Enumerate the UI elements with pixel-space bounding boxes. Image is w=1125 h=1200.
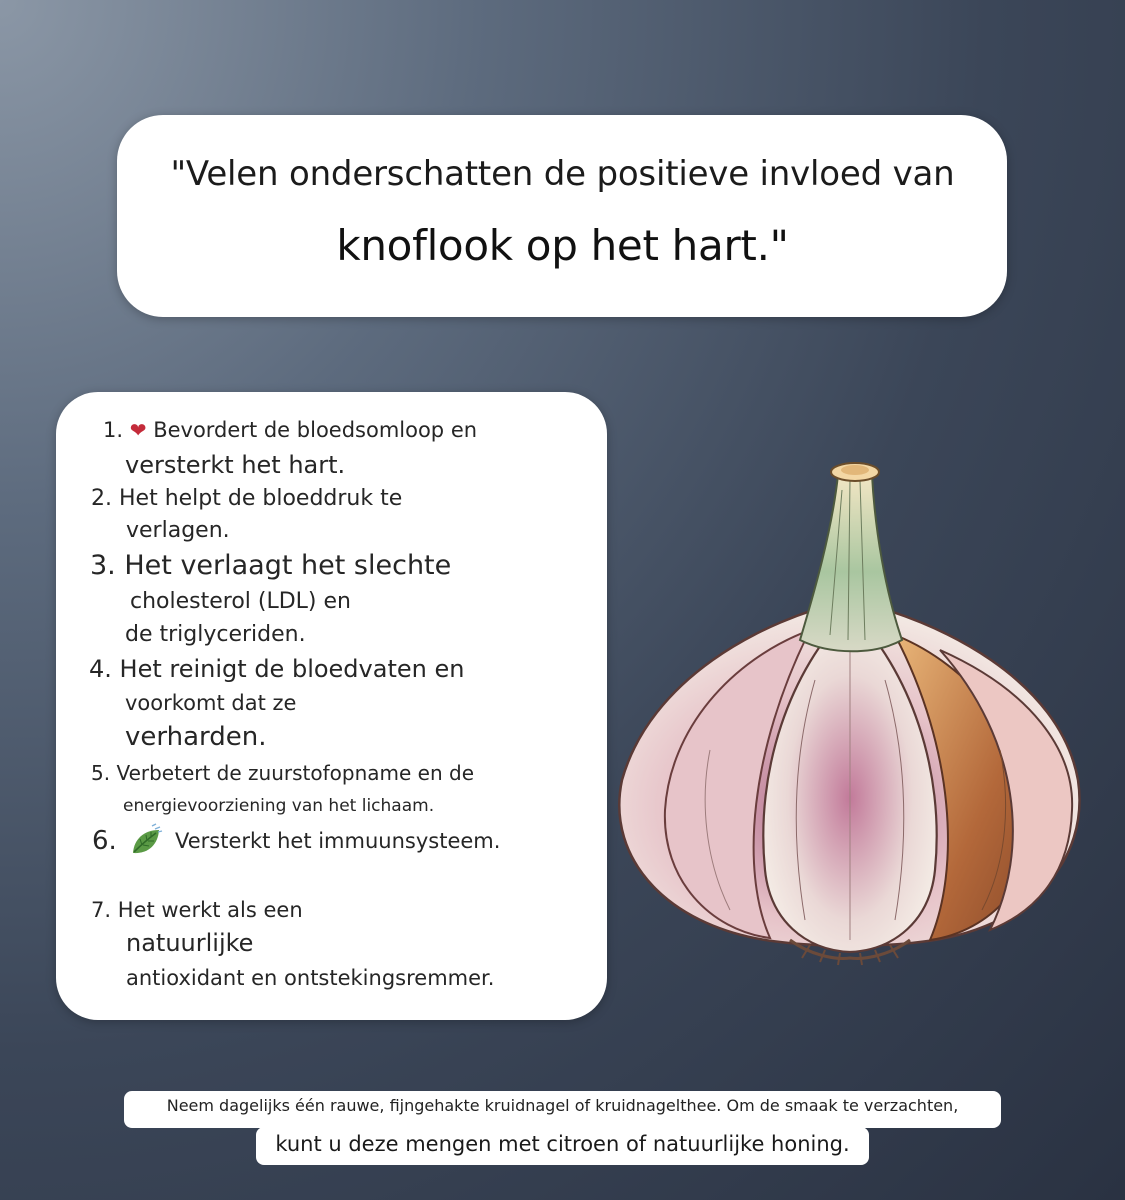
list-item-4-line-1 — [89, 655, 464, 683]
list-item-3-line-3: de triglyceriden. — [125, 622, 306, 647]
list-item-number: 4. — [89, 655, 112, 683]
list-item-number: 1. — [103, 418, 124, 442]
quote-line-1: "Velen onderschatten de positieve invloed van — [170, 154, 955, 194]
list-item-text: Verbetert de zuurstofopname en de — [116, 761, 474, 785]
list-item-text: Het helpt de bloeddruk te — [119, 486, 403, 511]
list-item-number: 5. — [91, 761, 111, 785]
list-item-2-line-1 — [91, 486, 402, 511]
quote-card — [117, 115, 1007, 317]
tip-line-1: Neem dagelijks één rauwe, fijngehakte kruidnagel of kruidnagelthee. Om de smaak te verzachten, — [166, 1096, 959, 1115]
list-item-3-line-2: cholesterol (LDL) en — [130, 589, 351, 614]
list-item-text: Het verlaagt het slechte — [124, 550, 452, 581]
list-item-1-line-2: versterkt het hart. — [125, 451, 346, 479]
list-item-text: Bevordert de bloedsomloop en — [153, 418, 478, 442]
list-item-2-line-2: verlagen. — [126, 518, 230, 543]
quote-line-2: knoflook op het hart." — [336, 221, 789, 270]
tip-line-2: kunt u deze mengen met citroen of natuurlijke honing. — [275, 1132, 850, 1156]
list-item-number: 3. — [90, 550, 116, 581]
garlic-bulb-illustration — [610, 450, 1090, 970]
list-item-3-line-1 — [90, 550, 451, 581]
list-item-6-line-1: Versterkt het immuunsysteem. — [175, 829, 501, 853]
list-item-number: 7. — [91, 898, 112, 922]
list-item-5-line-2: energievoorziening van het lichaam. — [123, 796, 435, 816]
leaf-icon — [128, 823, 164, 859]
list-item-text: Het werkt als een — [117, 898, 303, 922]
heart-icon: ❤ — [129, 418, 147, 442]
list-item-7-line-2: natuurlijke — [126, 929, 254, 957]
list-item-4-line-2: voorkomt dat ze — [125, 691, 297, 715]
list-item-5-line-1 — [91, 761, 474, 785]
list-item-6-number: 6. — [92, 826, 117, 856]
list-item-7-line-1 — [91, 898, 303, 922]
list-item-1-line-1 — [103, 418, 477, 442]
list-item-4-line-3: verharden. — [125, 722, 267, 752]
list-item-text: Het reinigt de bloedvaten en — [119, 655, 465, 683]
list-item-number: 2. — [91, 486, 112, 511]
list-item-7-line-3: antioxidant en ontstekingsremmer. — [126, 966, 495, 990]
